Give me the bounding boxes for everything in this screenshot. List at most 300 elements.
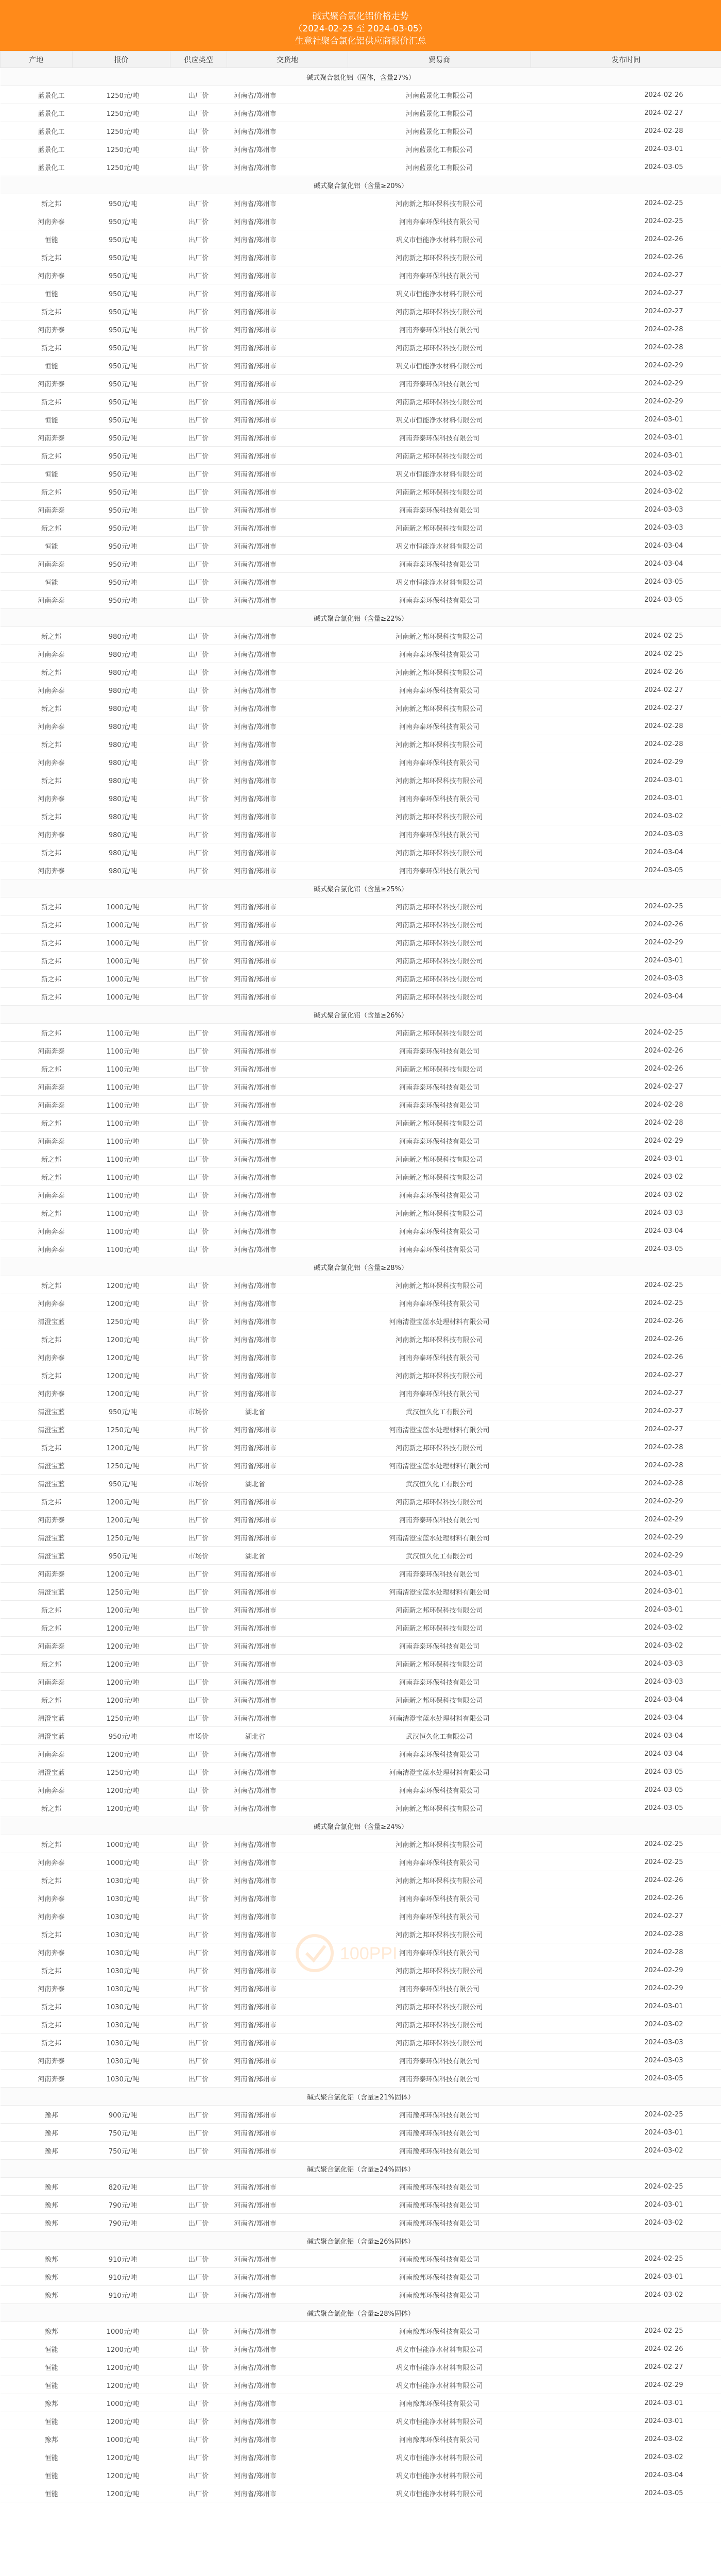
table-row [1,1565,721,1583]
cell-spacer [284,789,348,807]
cell-origin: 新之邦 [1,248,73,266]
cell-spacer [284,375,348,393]
cell-date: 2024-02-27 [531,1384,721,1402]
cell-spacer [284,681,348,699]
cell-price: 1200元/吨 [73,1511,170,1529]
cell-price: 1100元/吨 [73,1078,170,1096]
price-table [0,51,721,2502]
cell-date: 2024-03-04 [531,2466,721,2484]
cell-price: 980元/吨 [73,681,170,699]
cell-trader: 河南新之邦环保科技有限公司 [348,1114,531,1132]
cell-spacer [284,2033,348,2052]
cell-trader: 巩义市恒能净水材料有限公司 [348,2340,531,2358]
cell-supply-type: 出厂价 [170,681,227,699]
cell-spacer [284,843,348,861]
cell-origin: 清澄宝蓝 [1,1547,73,1565]
table-row [1,1619,721,1637]
cell-supply-type: 出厂价 [170,645,227,663]
cell-date: 2024-03-01 [531,411,721,429]
section-header [1,1258,721,1276]
cell-price: 1200元/吨 [73,1655,170,1673]
cell-trader: 河南奔泰环保科技有限公司 [348,1637,531,1655]
cell-delivery: 河南省/郑州市 [227,212,284,230]
cell-supply-type: 出厂价 [170,284,227,302]
cell-origin: 河南奔泰 [1,1637,73,1655]
cell-price: 1200元/吨 [73,1493,170,1511]
cell-delivery: 河南省/郑州市 [227,2178,284,2196]
cell-spacer [284,1186,348,1204]
cell-spacer [284,302,348,320]
table-row [1,501,721,519]
cell-origin: 新之邦 [1,194,73,212]
cell-date: 2024-02-29 [531,1493,721,1511]
table-row [1,393,721,411]
cell-price: 950元/吨 [73,338,170,357]
cell-origin: 新之邦 [1,447,73,465]
section-header [1,2088,721,2106]
cell-delivery: 河南省/郑州市 [227,1294,284,1312]
cell-price: 1000元/吨 [73,952,170,970]
cell-trader: 河南豫邦环保科技有限公司 [348,2430,531,2448]
cell-spacer [284,2358,348,2376]
cell-date: 2024-02-28 [531,338,721,357]
cell-trader: 河南新之邦环保科技有限公司 [348,1150,531,1168]
cell-date: 2024-03-01 [531,1583,721,1601]
cell-origin: 恒能 [1,357,73,375]
cell-delivery: 河南省/郑州市 [227,753,284,771]
table-row [1,771,721,789]
cell-spacer [284,1475,348,1493]
cell-spacer [284,1060,348,1078]
table-row [1,1961,721,1979]
table-row [1,934,721,952]
cell-origin: 恒能 [1,230,73,248]
cell-origin: 河南奔泰 [1,1979,73,1997]
table-row [1,1583,721,1601]
cell-price: 950元/吨 [73,573,170,591]
cell-delivery: 河南省/郑州市 [227,988,284,1006]
table-row [1,1835,721,1853]
table-row [1,645,721,663]
cell-date: 2024-03-01 [531,447,721,465]
table-row [1,1889,721,1907]
cell-trader: 河南新之邦环保科技有限公司 [348,519,531,537]
cell-origin: 蓝景化工 [1,140,73,158]
cell-supply-type: 出厂价 [170,1168,227,1186]
table-row [1,861,721,879]
cell-delivery: 河南省/郑州市 [227,1456,284,1475]
cell-price: 1030元/吨 [73,2015,170,2033]
cell-date: 2024-02-26 [531,1312,721,1330]
cell-date: 2024-02-29 [531,375,721,393]
table-row [1,1907,721,1925]
cell-spacer [284,2015,348,2033]
table-row [1,1709,721,1727]
cell-price: 1030元/吨 [73,1871,170,1889]
cell-supply-type: 出厂价 [170,140,227,158]
cell-delivery: 河南省/郑州市 [227,1330,284,1348]
cell-supply-type: 出厂价 [170,663,227,681]
cell-price: 1200元/吨 [73,1799,170,1817]
cell-origin: 蓝景化工 [1,86,73,104]
cell-price: 950元/吨 [73,1547,170,1565]
cell-supply-type: 出厂价 [170,2070,227,2088]
cell-spacer [284,2340,348,2358]
table-row [1,1078,721,1096]
cell-spacer [284,1132,348,1150]
section-title: 碱式聚合氯化铝（含量≥25%） [1,879,721,897]
cell-supply-type: 出厂价 [170,1745,227,1763]
cell-supply-type: 出厂价 [170,2394,227,2412]
table-row [1,681,721,699]
cell-spacer [284,465,348,483]
table-row [1,717,721,735]
cell-trader: 河南新之邦环保科技有限公司 [348,771,531,789]
cell-supply-type: 出厂价 [170,1042,227,1060]
cell-origin: 新之邦 [1,843,73,861]
cell-origin: 河南奔泰 [1,212,73,230]
cell-date: 2024-03-04 [531,555,721,573]
cell-price: 1000元/吨 [73,1853,170,1871]
cell-trader: 河南奔泰环保科技有限公司 [348,1565,531,1583]
cell-delivery: 湖北省 [227,1475,284,1493]
cell-delivery: 河南省/郑州市 [227,1961,284,1979]
cell-supply-type: 出厂价 [170,1294,227,1312]
cell-delivery: 河南省/郑州市 [227,1889,284,1907]
cell-trader: 河南新之邦环保科技有限公司 [348,988,531,1006]
table-row [1,194,721,212]
cell-price: 1250元/吨 [73,158,170,176]
table-row [1,1042,721,1060]
cell-delivery: 河南省/郑州市 [227,194,284,212]
cell-origin: 河南奔泰 [1,1673,73,1691]
cell-origin: 河南奔泰 [1,1943,73,1961]
cell-spacer [284,86,348,104]
cell-delivery: 河南省/郑州市 [227,2033,284,2052]
cell-supply-type: 出厂价 [170,357,227,375]
cell-delivery: 河南省/郑州市 [227,537,284,555]
cell-spacer [284,230,348,248]
cell-spacer [284,2106,348,2124]
cell-date: 2024-02-29 [531,1529,721,1547]
cell-delivery: 河南省/郑州市 [227,573,284,591]
cell-origin: 河南奔泰 [1,320,73,338]
cell-spacer [284,501,348,519]
cell-date: 2024-03-03 [531,825,721,843]
cell-supply-type: 市场价 [170,1547,227,1565]
cell-origin: 河南奔泰 [1,2070,73,2088]
cell-price: 1100元/吨 [73,1168,170,1186]
cell-origin: 恒能 [1,2484,73,2502]
cell-trader: 河南奔泰环保科技有限公司 [348,1384,531,1402]
cell-trader: 河南新之邦环保科技有限公司 [348,1799,531,1817]
cell-delivery: 河南省/郑州市 [227,1493,284,1511]
cell-date: 2024-03-02 [531,1186,721,1204]
section-title: 碱式聚合氯化铝（含量≥24%） [1,1817,721,1835]
cell-price: 1100元/吨 [73,1114,170,1132]
cell-delivery: 河南省/郑州市 [227,2142,284,2160]
cell-trader: 河南新之邦环保科技有限公司 [348,1060,531,1078]
cell-supply-type: 出厂价 [170,2484,227,2502]
cell-date: 2024-03-01 [531,429,721,447]
cell-origin: 恒能 [1,2412,73,2430]
cell-spacer [284,1943,348,1961]
cell-supply-type: 出厂价 [170,1583,227,1601]
cell-trader: 巩义市恒能净水材料有限公司 [348,2466,531,2484]
cell-date: 2024-02-26 [531,1330,721,1348]
cell-supply-type: 出厂价 [170,627,227,645]
cell-delivery: 河南省/郑州市 [227,1853,284,1871]
cell-delivery: 河南省/郑州市 [227,357,284,375]
cell-delivery: 河南省/郑州市 [227,1060,284,1078]
table-row [1,1511,721,1529]
cell-origin: 河南奔泰 [1,1384,73,1402]
cell-trader: 河南新之邦环保科技有限公司 [348,934,531,952]
cell-delivery: 河南省/郑州市 [227,789,284,807]
table-row [1,2033,721,2052]
cell-price: 1250元/吨 [73,1420,170,1438]
cell-spacer [284,1402,348,1420]
cell-price: 790元/吨 [73,2196,170,2214]
cell-date: 2024-02-25 [531,897,721,916]
cell-trader: 河南奔泰环保科技有限公司 [348,1132,531,1150]
cell-spacer [284,1312,348,1330]
cell-delivery: 河南省/郑州市 [227,1709,284,1727]
cell-price: 1200元/吨 [73,2340,170,2358]
cell-supply-type: 市场价 [170,1475,227,1493]
cell-price: 900元/吨 [73,2106,170,2124]
cell-delivery: 河南省/郑州市 [227,1835,284,1853]
table-row [1,1691,721,1709]
cell-trader: 河南奔泰环保科技有限公司 [348,1348,531,1366]
cell-supply-type: 出厂价 [170,2358,227,2376]
cell-date: 2024-03-01 [531,1565,721,1583]
cell-price: 950元/吨 [73,266,170,284]
cell-price: 1000元/吨 [73,1835,170,1853]
table-row [1,1150,721,1168]
cell-spacer [284,555,348,573]
cell-date: 2024-02-25 [531,2106,721,2124]
cell-spacer [284,537,348,555]
cell-price: 1000元/吨 [73,970,170,988]
cell-date: 2024-02-26 [531,1889,721,1907]
cell-origin: 豫邦 [1,2196,73,2214]
table-row [1,2340,721,2358]
table-row [1,140,721,158]
cell-price: 980元/吨 [73,771,170,789]
cell-delivery: 河南省/郑州市 [227,1150,284,1168]
cell-spacer [284,1330,348,1348]
cell-price: 1200元/吨 [73,1438,170,1456]
cell-spacer [284,1529,348,1547]
cell-date: 2024-02-27 [531,1420,721,1438]
cell-date: 2024-02-27 [531,2358,721,2376]
cell-supply-type: 出厂价 [170,988,227,1006]
cell-trader: 河南新之邦环保科技有限公司 [348,916,531,934]
cell-supply-type: 出厂价 [170,789,227,807]
cell-spacer [284,1961,348,1979]
cell-spacer [284,1691,348,1709]
cell-delivery: 河南省/郑州市 [227,2015,284,2033]
cell-date: 2024-03-05 [531,573,721,591]
cell-trader: 河南新之邦环保科技有限公司 [348,1997,531,2015]
cell-price: 950元/吨 [73,537,170,555]
table-row [1,429,721,447]
cell-delivery: 河南省/郑州市 [227,1276,284,1294]
cell-trader: 河南豫邦环保科技有限公司 [348,2268,531,2286]
cell-trader: 河南奔泰环保科技有限公司 [348,555,531,573]
cell-date: 2024-03-01 [531,1601,721,1619]
cell-origin: 新之邦 [1,1871,73,1889]
cell-origin: 新之邦 [1,771,73,789]
cell-date: 2024-02-25 [531,2178,721,2196]
cell-delivery: 河南省/郑州市 [227,1871,284,1889]
cell-origin: 河南奔泰 [1,1096,73,1114]
cell-price: 980元/吨 [73,789,170,807]
cell-supply-type: 出厂价 [170,1204,227,1222]
table-row [1,663,721,681]
cell-date: 2024-03-04 [531,1745,721,1763]
cell-date: 2024-03-02 [531,2430,721,2448]
cell-delivery: 河南省/郑州市 [227,2394,284,2412]
table-row [1,573,721,591]
cell-price: 950元/吨 [73,429,170,447]
cell-supply-type: 出厂价 [170,771,227,789]
table-row [1,1727,721,1745]
cell-delivery: 河南省/郑州市 [227,1925,284,1943]
table-row [1,122,721,140]
cell-spacer [284,1168,348,1186]
cell-trader: 河南奔泰环保科技有限公司 [348,320,531,338]
cell-trader: 河南新之邦环保科技有限公司 [348,302,531,320]
cell-trader: 河南豫邦环保科技有限公司 [348,2142,531,2160]
cell-spacer [284,2124,348,2142]
cell-trader: 河南奔泰环保科技有限公司 [348,1240,531,1258]
cell-date: 2024-02-25 [531,1276,721,1294]
cell-date: 2024-03-05 [531,861,721,879]
cell-spacer [284,1655,348,1673]
cell-trader: 河南清澄宝蓝水处理材料有限公司 [348,1456,531,1475]
cell-supply-type: 出厂价 [170,753,227,771]
header-title: 碱式聚合氯化铝价格走势 [312,11,409,22]
cell-price: 980元/吨 [73,735,170,753]
cell-price: 1000元/吨 [73,988,170,1006]
cell-spacer [284,320,348,338]
table-row [1,2196,721,2214]
cell-supply-type: 出厂价 [170,2052,227,2070]
cell-spacer [284,1096,348,1114]
section-header [1,176,721,194]
cell-spacer [284,248,348,266]
cell-trader: 巩义市恒能净水材料有限公司 [348,411,531,429]
cell-delivery: 河南省/郑州市 [227,2196,284,2214]
cell-trader: 河南奔泰环保科技有限公司 [348,753,531,771]
cell-supply-type: 出厂价 [170,1637,227,1655]
cell-price: 1000元/吨 [73,897,170,916]
cell-date: 2024-03-03 [531,2052,721,2070]
cell-origin: 新之邦 [1,1601,73,1619]
cell-origin: 河南奔泰 [1,1907,73,1925]
cell-date: 2024-02-28 [531,735,721,753]
cell-price: 1250元/吨 [73,1583,170,1601]
cell-price: 1250元/吨 [73,1529,170,1547]
table-row [1,302,721,320]
cell-origin: 豫邦 [1,2268,73,2286]
cell-spacer [284,2286,348,2304]
cell-spacer [284,1925,348,1943]
cell-trader: 河南奔泰环保科技有限公司 [348,1078,531,1096]
cell-date: 2024-02-28 [531,1114,721,1132]
cell-supply-type: 出厂价 [170,2196,227,2214]
cell-trader: 河南豫邦环保科技有限公司 [348,2196,531,2214]
cell-origin: 新之邦 [1,1024,73,1042]
table-row [1,2106,721,2124]
cell-spacer [284,952,348,970]
cell-origin: 清澄宝蓝 [1,1727,73,1745]
cell-trader: 河南奔泰环保科技有限公司 [348,1745,531,1763]
cell-origin: 蓝景化工 [1,158,73,176]
cell-supply-type: 出厂价 [170,2322,227,2340]
cell-date: 2024-03-04 [531,1222,721,1240]
table-row [1,212,721,230]
cell-delivery: 河南省/郑州市 [227,1348,284,1366]
cell-trader: 河南奔泰环保科技有限公司 [348,789,531,807]
cell-delivery: 河南省/郑州市 [227,2286,284,2304]
cell-spacer [284,1619,348,1637]
table-row [1,1222,721,1240]
cell-supply-type: 出厂价 [170,735,227,753]
table-row [1,519,721,537]
cell-trader: 河南新之邦环保科技有限公司 [348,338,531,357]
cell-date: 2024-02-25 [531,1853,721,1871]
table-row [1,411,721,429]
section-title: 碱式聚合氯化铝（固体，含量27%） [1,68,721,86]
cell-price: 980元/吨 [73,843,170,861]
cell-trader: 河南新之邦环保科技有限公司 [348,1330,531,1348]
cell-date: 2024-02-27 [531,681,721,699]
cell-price: 1030元/吨 [73,2033,170,2052]
cell-origin: 河南奔泰 [1,266,73,284]
table-row [1,1547,721,1565]
cell-supply-type: 出厂价 [170,2268,227,2286]
cell-date: 2024-02-29 [531,1961,721,1979]
cell-delivery: 河南省/郑州市 [227,302,284,320]
cell-supply-type: 出厂价 [170,266,227,284]
cell-price: 1200元/吨 [73,1348,170,1366]
cell-supply-type: 出厂价 [170,1384,227,1402]
cell-date: 2024-02-28 [531,1943,721,1961]
cell-spacer [284,2196,348,2214]
cell-date: 2024-02-26 [531,916,721,934]
cell-price: 1100元/吨 [73,1132,170,1150]
cell-trader: 河南新之邦环保科技有限公司 [348,897,531,916]
cell-spacer [284,1511,348,1529]
table-row [1,1312,721,1330]
table-row [1,2178,721,2196]
cell-origin: 新之邦 [1,1438,73,1456]
cell-date: 2024-03-02 [531,1168,721,1186]
cell-delivery: 河南省/郑州市 [227,897,284,916]
cell-delivery: 河南省/郑州市 [227,645,284,663]
cell-spacer [284,2430,348,2448]
cell-supply-type: 出厂价 [170,393,227,411]
table-row [1,537,721,555]
cell-delivery: 河南省/郑州市 [227,663,284,681]
cell-trader: 河南新之邦环保科技有限公司 [348,1871,531,1889]
cell-origin: 豫邦 [1,2322,73,2340]
cell-trader: 武汉恒久化工有限公司 [348,1475,531,1493]
table-row [1,2124,721,2142]
